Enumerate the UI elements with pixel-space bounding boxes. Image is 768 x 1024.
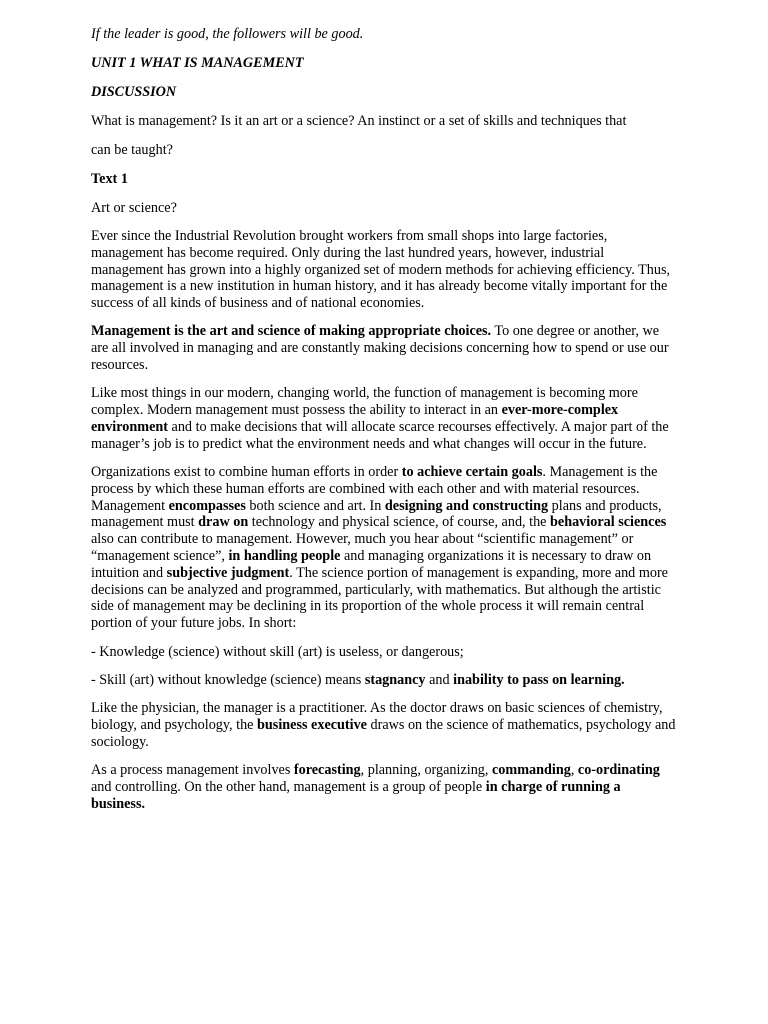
paragraph-text: also can contribute to management. However, much you hear about “scientific management” or “management science”,: [91, 531, 634, 565]
unit-title: UNIT 1 WHAT IS MANAGEMENT: [91, 55, 304, 71]
paragraph-text: Like most things in our modern, changing world, the function of management is becoming more complex. Modern management must possess the ability to interact in an: [91, 385, 638, 419]
discussion-question-line-1: What is management? Is it an art or a science? An instinct or a set of skills and techniques that: [91, 113, 627, 129]
paragraph-text: both science and art. In: [245, 497, 385, 514]
key-phrase: to achieve certain goals: [401, 464, 543, 481]
paragraph-text: - Skill (art) without knowledge (science) means: [91, 671, 365, 688]
paragraph-text: . Management is the process by which these human efforts are combined with each other and with material resources. Management: [91, 464, 658, 514]
bullet-1: - Knowledge (science) without skill (art) is useless, or dangerous;: [91, 643, 464, 660]
paragraph-text: and controlling. On the other hand, management is a group of people: [91, 778, 486, 795]
key-phrase: co-ordinating: [577, 762, 660, 779]
paragraph-4: [91, 464, 677, 632]
key-phrase: behavioral sciences: [550, 514, 667, 531]
bullet-2: [91, 672, 677, 689]
paragraph-2: [91, 323, 677, 373]
paragraph-text: To one degree or another, we are all involved in managing and are constantly making decisions concerning how to spend or use our resources.: [91, 323, 669, 374]
paragraph-6: [91, 762, 677, 812]
key-phrase: subjective judgment: [166, 564, 290, 581]
paragraph-1: Ever since the Industrial Revolution brought workers from small shops into large factories, management has become required. Only during the last hundred years, however, industrial management has grown into a highly organized set of modern methods for achieving efficiency. Thus, management is a new institution in human history, and it has already become vitally important for the success of all kinds of business and of national economies.: [91, 228, 671, 312]
key-phrase: in handling people: [228, 548, 341, 565]
text-subtitle: Art or science?: [91, 200, 177, 216]
paragraph-text: and: [425, 671, 454, 688]
key-phrase: encompasses: [168, 497, 246, 514]
key-phrase: Management is the art and science of making appropriate choices.: [91, 323, 492, 340]
paragraph-text: plans and products, management must: [91, 497, 662, 531]
paragraph-text: draws on the science of mathematics, psychology and sociology.: [91, 716, 676, 750]
paragraph-text: technology and physical science, of course, and, the: [248, 514, 551, 531]
discussion-question: [91, 112, 677, 170]
key-phrase: ever-more-complex environment: [91, 402, 619, 435]
paragraph-3: [91, 385, 677, 452]
key-phrase: designing and constructing: [384, 497, 549, 514]
key-phrase: stagnancy: [364, 671, 426, 688]
key-phrase: draw on: [198, 514, 249, 531]
discussion-heading: DISCUSSION: [91, 84, 177, 100]
epigraph: If the leader is good, the followers will be good.: [91, 26, 364, 42]
key-phrase: commanding: [491, 762, 571, 779]
paragraph-text: ,: [570, 762, 578, 779]
key-phrase: inability to pass on learning.: [453, 671, 625, 688]
paragraph-text: Like the physician, the manager is a practitioner. As the doctor draws on basic sciences of chemistry, biology, and psychology, the: [91, 700, 663, 733]
paragraph-5: [91, 700, 677, 750]
discussion-question-line-2: can be taught?: [91, 142, 173, 158]
paragraph-text: and to make decisions that will allocate scarce recourses effectively. A major part of the manager’s job is to predict what the environment needs and what changes will occur in the future.: [91, 418, 669, 452]
paragraph-text: , planning, organizing,: [360, 762, 492, 779]
key-phrase: forecasting: [293, 762, 361, 779]
key-phrase: business executive: [257, 716, 367, 733]
paragraph-text: . The science portion of management is expanding, more and more decisions can be analyzed and programmed, particularly, with mathematics. But although the artistic side of management may be declining in its proportion of the whole process it will remain central portion of your future jobs. In short:: [91, 564, 668, 632]
paragraph-text: As a process management involves: [91, 762, 294, 779]
paragraph-text: and managing organizations it is necessary to draw on intuition and: [91, 548, 652, 581]
paragraph-text: Organizations exist to combine human efforts in order: [91, 464, 402, 481]
text-heading: Text 1: [91, 171, 128, 187]
key-phrase: in charge of running a business.: [91, 778, 621, 812]
